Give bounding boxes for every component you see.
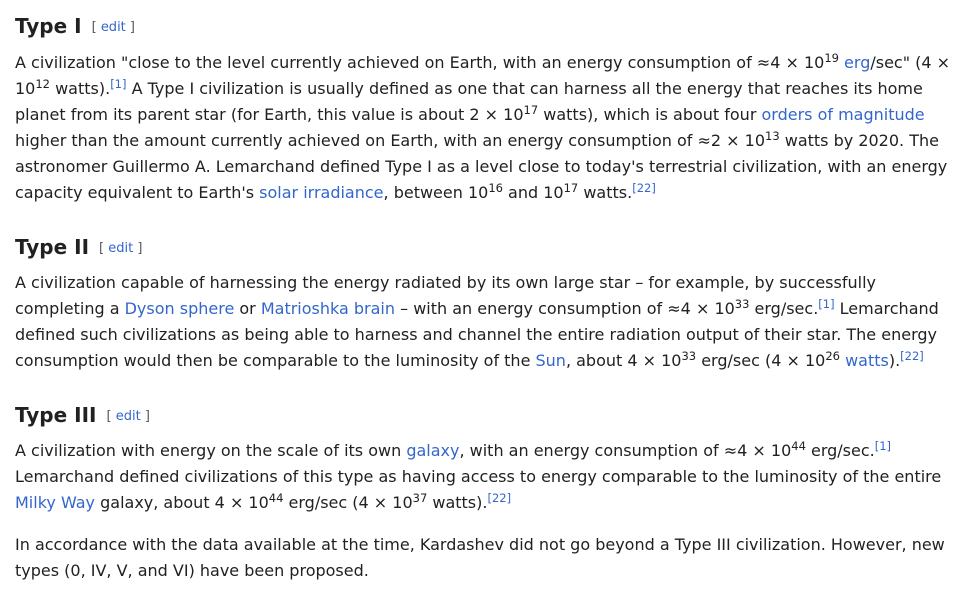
text: watts).	[427, 493, 488, 512]
heading-text: Type II	[15, 235, 90, 259]
exponent: 33	[681, 349, 697, 363]
citation-1	[110, 77, 126, 91]
paragraph-type-3	[15, 438, 970, 516]
edit-bracket-open: [	[99, 241, 105, 256]
citation-link[interactable]: [1]	[110, 77, 127, 91]
edit-bracket-open: [	[106, 409, 112, 424]
text: erg/sec (4 × 10	[283, 493, 413, 512]
heading-text: Type III	[15, 403, 97, 427]
exponent: 17	[563, 181, 579, 195]
text: Lemarchand defined civilizations of this type as having access to energy comparable to the luminosity of the entire	[15, 467, 942, 486]
edit-section-type-1	[92, 20, 135, 35]
link-dyson-sphere[interactable]: Dyson sphere	[124, 299, 235, 318]
edit-bracket-close: ]	[129, 20, 135, 35]
edit-link[interactable]: edit	[115, 409, 141, 424]
exponent: 26	[825, 349, 840, 363]
link-milky-way[interactable]: Milky Way	[15, 493, 96, 512]
section-heading-type-1	[15, 13, 135, 41]
link-watts[interactable]: watts	[845, 351, 889, 370]
exponent: 44	[791, 439, 806, 453]
edit-bracket-open: [	[91, 20, 97, 35]
text: watts by 2020. The astronomer Guillermo A. Lemarchand defined Type I as a level close to today's terrestrial civilization, with an energy capacity equivalent to Earth's	[15, 131, 948, 202]
heading-text: Type I	[15, 14, 82, 38]
citation-1	[818, 297, 834, 311]
link-matrioshka-brain[interactable]: Matrioshka brain	[260, 299, 396, 318]
text: watts.	[578, 183, 633, 202]
text: /sec" (4 × 10	[15, 53, 951, 98]
text: – with an energy consumption of ≈4 × 10	[395, 299, 735, 318]
text: watts), which is about four	[538, 105, 762, 124]
text: A civilization "close to the level currently achieved on Earth, with an energy consumption of ≈4 × 10	[15, 53, 825, 72]
text: A Type I civilization is usually defined as one that can harness all the energy that reaches its home planet from its parent star (for Earth, this value is about 2 × 10	[15, 79, 923, 124]
text: erg/sec (4 × 10	[696, 351, 826, 370]
link-orders-of-magnitude[interactable]: orders of magnitude	[761, 105, 925, 124]
text: higher than the amount currently achieved on Earth, with an energy consumption of ≈2 × 10	[15, 131, 766, 150]
citation-link[interactable]: [1]	[874, 439, 892, 453]
edit-section-type-3	[106, 409, 149, 424]
text: erg/sec.	[749, 299, 819, 318]
link-galaxy[interactable]: galaxy	[406, 441, 460, 460]
link-sun[interactable]: Sun	[535, 351, 566, 370]
citation-link[interactable]: [1]	[818, 297, 835, 311]
section-heading-type-2	[15, 234, 142, 262]
edit-bracket-close: ]	[144, 409, 150, 424]
text: watts).	[50, 79, 111, 98]
text: , with an energy consumption of ≈4 × 10	[459, 441, 792, 460]
exponent: 13	[765, 129, 780, 143]
citation-22	[487, 491, 511, 505]
text: erg/sec.	[805, 441, 875, 460]
edit-link[interactable]: edit	[100, 20, 126, 35]
citation-link[interactable]: [22]	[900, 349, 924, 363]
link-erg[interactable]: erg	[844, 53, 871, 72]
exponent: 37	[412, 491, 428, 505]
link-solar-irradiance[interactable]: solar irradiance	[259, 183, 384, 202]
edit-section-type-2	[99, 241, 142, 256]
paragraph-type-2	[15, 270, 970, 374]
exponent: 12	[35, 77, 50, 91]
exponent: 17	[523, 103, 539, 117]
citation-1	[875, 439, 891, 453]
exponent: 44	[268, 491, 284, 505]
exponent: 19	[824, 51, 839, 65]
text: galaxy, about 4 × 10	[95, 493, 269, 512]
text: A civilization with energy on the scale of its own	[15, 441, 407, 460]
paragraph-type-1	[15, 50, 970, 206]
citation-link[interactable]: [22]	[632, 181, 656, 195]
edit-bracket-close: ]	[137, 241, 143, 256]
citation-22	[900, 349, 924, 363]
edit-link[interactable]: edit	[108, 241, 134, 256]
text: and 10	[502, 183, 564, 202]
text: A civilization capable of harnessing the energy radiated by its own large star – for example, by successfully completing a	[15, 273, 876, 318]
text: , between 10	[383, 183, 489, 202]
paragraph-closing: In accordance with the data available at the time, Kardashev did not go beyond a Type III civilization. However, new types (0, IV, V, and VI) have been proposed.	[15, 535, 945, 580]
section-heading-type-3	[15, 402, 150, 430]
text: or	[234, 299, 261, 318]
exponent: 16	[488, 181, 503, 195]
exponent: 33	[734, 297, 750, 311]
citation-22	[632, 181, 656, 195]
text: , about 4 × 10	[565, 351, 682, 370]
text: ).	[888, 351, 901, 370]
citation-link[interactable]: [22]	[487, 491, 512, 505]
text: Lemarchand defined such civilizations as being able to harness and channel the entire radiation output of their star. The energy consumption would then be comparable to the luminosity of the	[15, 299, 939, 370]
